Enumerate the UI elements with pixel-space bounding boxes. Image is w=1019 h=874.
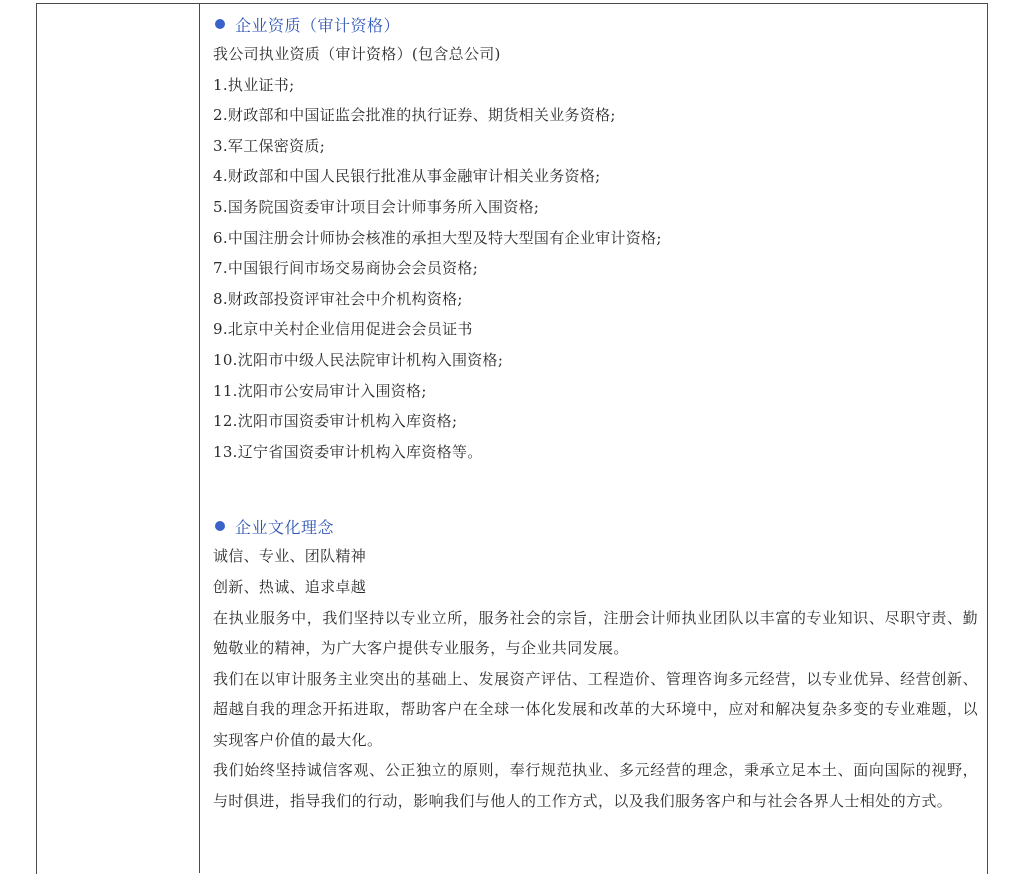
culture-paragraph: 我们在以审计服务主业突出的基础上、发展资产评估、工程造价、管理咨询多元经营，以专业优异、经营创新、超越自我的理念开拓进取，帮助客户在全球一体化发展和改革的大环境中，应对和解决复杂多变的专业难题，以实现客户价值的最大化。 bbox=[213, 669, 978, 749]
culture-paragraph: 我们始终坚持诚信客观、公正独立的原则，奉行规范执业、多元经营的理念，秉承立足本土、面向国际的视野，与时俱进，指导我们的行动，影响我们与他人的工作方式，以及我们服务客户和与社会各界人士相处的方式。 bbox=[213, 761, 978, 811]
list-item: 13.辽宁省国资委审计机构入库资格等。 bbox=[213, 442, 483, 461]
section-spacer bbox=[213, 467, 978, 511]
content-cell bbox=[213, 9, 978, 817]
section-title: 企业文化理念 bbox=[235, 517, 335, 537]
section-title: 企业资质（审计资格） bbox=[235, 15, 401, 35]
section-heading-qualifications bbox=[213, 9, 978, 39]
culture-motto: 诚信、专业、团队精神 bbox=[213, 547, 367, 566]
list-item: 4.财政部和中国人民银行批准从事金融审计相关业务资格; bbox=[213, 167, 601, 186]
list-item: 5.国务院国资委审计项目会计师事务所入围资格; bbox=[213, 197, 540, 216]
list-item: 9.北京中关村企业信用促进会会员证书 bbox=[213, 320, 473, 339]
list-item: 10.沈阳市中级人民法院审计机构入围资格; bbox=[213, 350, 504, 369]
list-item: 7.中国银行间市场交易商协会会员资格; bbox=[213, 259, 479, 278]
list-item: 6.中国注册会计师协会核准的承担大型及特大型国有企业审计资格; bbox=[213, 228, 662, 247]
section-heading-culture bbox=[213, 511, 978, 541]
list-item: 8.财政部投资评审社会中介机构资格; bbox=[213, 289, 463, 308]
qualifications-intro: 我公司执业资质（审计资格）(包含总公司) bbox=[213, 45, 501, 63]
list-item: 2.财政部和中国证监会批准的执行证券、期货相关业务资格; bbox=[213, 106, 616, 125]
bullet-dot-icon bbox=[215, 19, 225, 29]
column-divider bbox=[199, 3, 200, 873]
list-item: 12.沈阳市国资委审计机构入库资格; bbox=[213, 412, 458, 431]
list-item: 3.军工保密资质; bbox=[213, 136, 326, 155]
culture-motto: 创新、热诚、追求卓越 bbox=[213, 577, 367, 596]
list-item: 1.执业证书; bbox=[213, 75, 295, 94]
list-item: 11.沈阳市公安局审计入围资格; bbox=[213, 381, 427, 400]
bullet-dot-icon bbox=[215, 521, 225, 531]
culture-paragraph: 在执业服务中，我们坚持以专业立所，服务社会的宗旨，注册会计师执业团队以丰富的专业知识、尽职守责、勤勉敬业的精神，为广大客户提供专业服务，与企业共同发展。 bbox=[213, 608, 978, 658]
